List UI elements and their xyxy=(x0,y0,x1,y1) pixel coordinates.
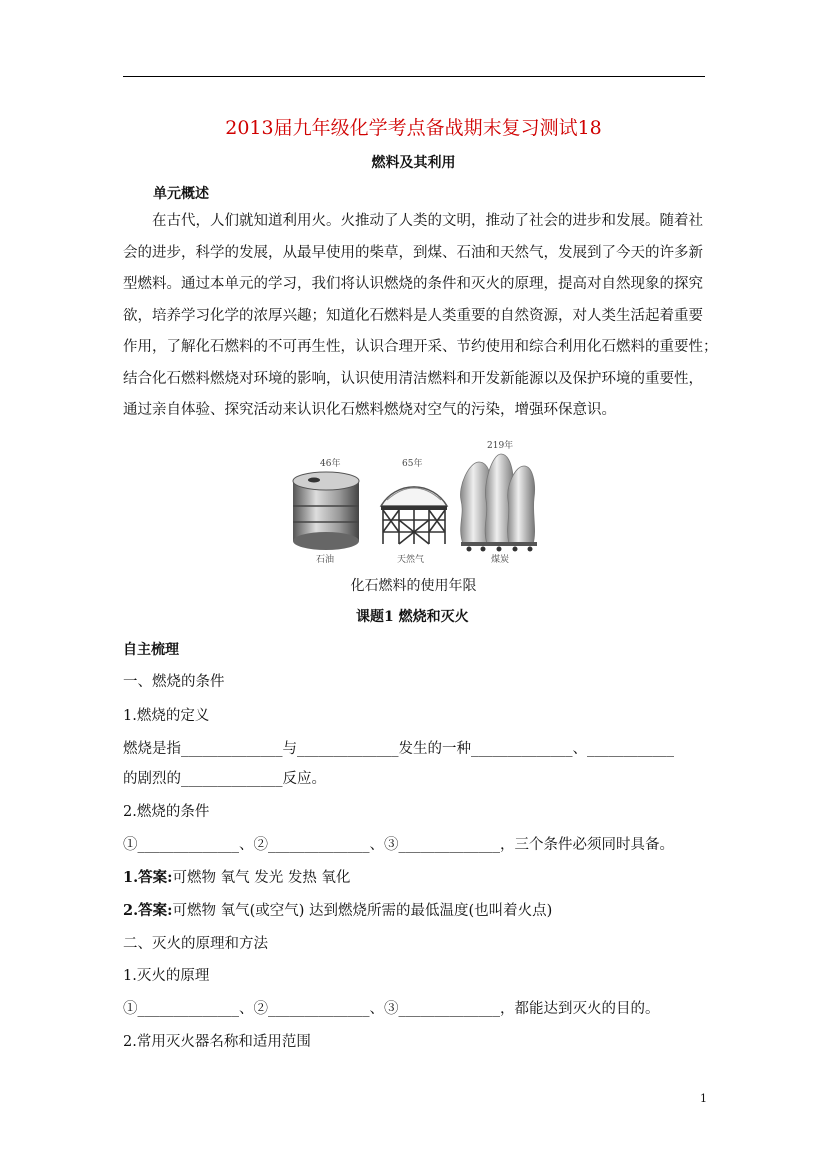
part1-item2: 2.燃烧的条件 xyxy=(123,804,210,820)
header-rule xyxy=(123,76,705,77)
oil-label: 石油 xyxy=(316,555,335,565)
part1-heading: 一、燃烧的条件 xyxy=(123,674,225,690)
overview-line: 会的进步，科学的发展，从最早使用的柴草，到煤、石油和天然气，发展到了今天的许多新 xyxy=(123,244,703,261)
coal-label: 煤炭 xyxy=(491,555,510,565)
part2-item1: 1.灭火的原理 xyxy=(123,968,210,984)
answer-1 xyxy=(123,866,350,887)
overview-line: 通过亲自体验、探究活动来认识化石燃料燃烧对空气的污染，增强环保意识。 xyxy=(123,402,616,418)
answer-2 xyxy=(123,899,552,920)
answer-2-label: 2.答案: xyxy=(123,902,173,919)
overview-paragraph xyxy=(123,206,718,427)
self-review-heading: 自主梳理 xyxy=(123,642,179,658)
gas-sphere-illustration xyxy=(381,487,447,544)
coal-piles-illustration xyxy=(460,454,537,552)
part2-heading: 二、灭火的原理和方法 xyxy=(123,936,268,952)
gas-label: 天然气 xyxy=(397,555,425,565)
section-overview-heading: 单元概述 xyxy=(153,186,209,202)
lesson-title: 课题1 燃烧和灭火 xyxy=(356,609,469,625)
overview-line: 结合化石燃料燃烧对环境的影响，认识使用清洁燃料和开发新能源以及保护环境的重要性， xyxy=(123,370,703,387)
principle-line: ①______________、②______________、③______________，都能达到灭火的目的。 xyxy=(123,1001,660,1017)
definition-line-1: 燃烧是指______________与______________发生的一种______________、____________ xyxy=(123,741,674,757)
answer-1-text: 可燃物 氧气 发光 发热 氧化 xyxy=(172,870,351,886)
gas-years-label: 65年 xyxy=(402,459,423,469)
oil-years-label: 46年 xyxy=(320,459,341,469)
overview-line: 欲，培养学习化学的浓厚兴趣；知道化石燃料是人类重要的自然资源，对人类生活起着重要 xyxy=(123,307,703,324)
part1-item1: 1.燃烧的定义 xyxy=(123,708,210,724)
document-title: 2013届九年级化学考点备战期末复习测试18 xyxy=(225,117,602,139)
answer-2-text: 可燃物 氧气(或空气) 达到燃烧所需的最低温度(也叫着火点) xyxy=(172,903,553,919)
definition-line-2: 的剧烈的______________反应。 xyxy=(123,771,326,787)
overview-line: 在古代，人们就知道利用火。火推动了人类的文明，推动了社会的进步和发展。随着社 xyxy=(152,213,703,229)
page-number: 1 xyxy=(700,1092,707,1105)
conditions-line: ①______________、②______________、③______________，三个条件必须同时具备。 xyxy=(123,837,674,853)
fossil-fuel-figure xyxy=(287,436,542,568)
oil-tank-illustration xyxy=(293,472,359,550)
answer-1-label: 1.答案: xyxy=(123,869,173,886)
document-subtitle: 燃料及其利用 xyxy=(371,155,456,171)
overview-line: 型燃料。通过本单元的学习，我们将认识燃烧的条件和灭火的原理，提高对自然现象的探究 xyxy=(123,276,703,292)
part2-item2: 2.常用灭火器名称和适用范围 xyxy=(123,1034,311,1050)
coal-years-label: 219年 xyxy=(487,441,514,451)
figure-caption: 化石燃料的使用年限 xyxy=(350,578,477,594)
overview-line: 作用，了解化石燃料的不可再生性，认识合理开采、节约使用和综合利用化石燃料的重要性； xyxy=(123,339,718,355)
